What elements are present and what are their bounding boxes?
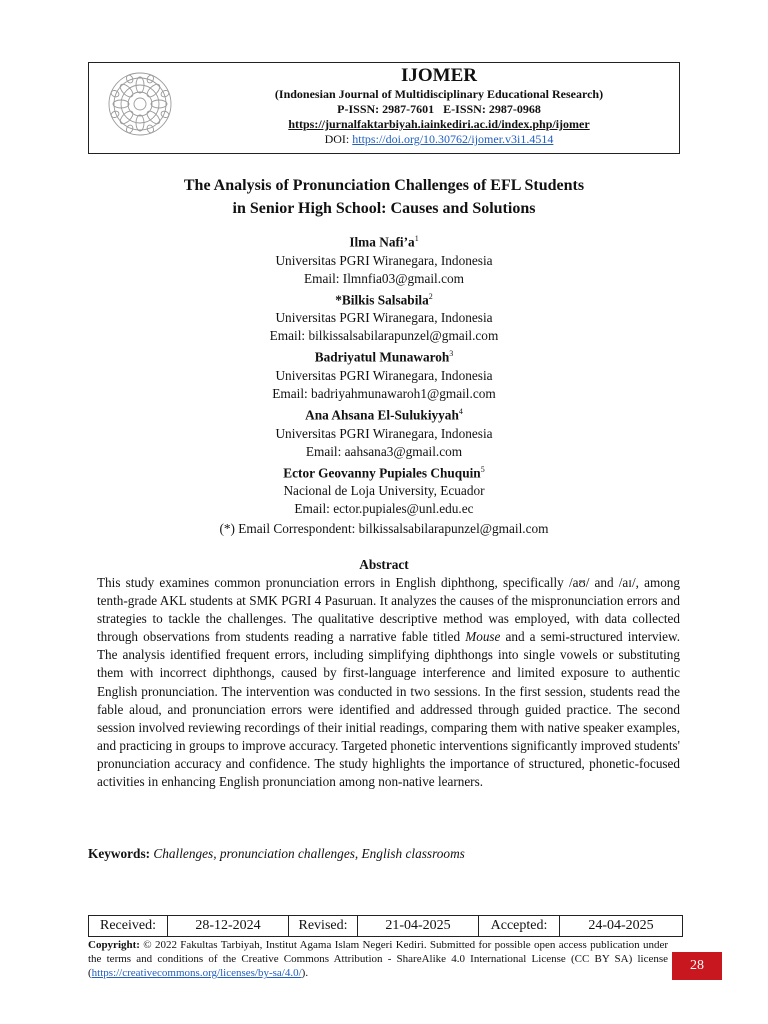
title-line-2: in Senior High School: Causes and Solutions: [232, 200, 536, 217]
author-block: [0, 461, 768, 519]
journal-full-name: (Indonesian Journal of Multidisciplinary Educational Research): [274, 87, 604, 101]
author-block: [0, 403, 768, 461]
author-email: Email: ector.pupiales@unl.edu.ec: [294, 501, 474, 517]
author-affiliation: Universitas PGRI Wiranegara, Indonesia: [275, 425, 493, 441]
doi-label: DOI:: [324, 132, 350, 146]
author-affiliation: Universitas PGRI Wiranegara, Indonesia: [275, 252, 493, 268]
author-email: Email: bilkissalsabilarapunzel@gmail.com: [269, 328, 499, 344]
journal-url-link[interactable]: https://jurnalfaktarbiyah.iainkediri.ac.id/index.php/ijomer: [288, 117, 590, 131]
received-label: Received:: [89, 916, 168, 937]
page-number-badge: 28: [672, 952, 722, 980]
paper-title: [0, 174, 768, 220]
keywords-label: Keywords:: [88, 846, 151, 861]
doi-link[interactable]: https://doi.org/10.30762/ijomer.v3i1.4514: [352, 132, 554, 146]
author-block: [0, 288, 768, 346]
author-name: Ector Geovanny Pupiales Chuquin$^5$: [283, 464, 485, 481]
revised-date: 21-04-2025: [358, 916, 479, 937]
author-email: Email: badriyahmunawaroh1@gmail.com: [272, 386, 496, 402]
author-affiliation: Universitas PGRI Wiranegara, Indonesia: [275, 310, 493, 326]
copyright-notice: Copyright: © 2022 Fakultas Tarbiyah, Institut Agama Islam Negeri Kediri. Submitted for possible open access publication under the terms and conditions of the Creative Commons Attribution - ShareAlike 4.0 International License (CC BY SA) license (https://creativecommons.org/licenses/by-sa/4.0/).: [88, 939, 668, 980]
title-line-1: The Analysis of Pronunciation Challenges of EFL Students: [183, 177, 585, 194]
author-block: [0, 345, 768, 403]
keywords: [88, 845, 680, 863]
email-correspondent: (*) Email Correspondent: bilkissalsabilarapunzel@gmail.com: [219, 521, 549, 536]
author-list: [0, 230, 768, 519]
accepted-label: Accepted:: [479, 916, 560, 937]
journal-seal-logo: [107, 71, 173, 137]
journal-header: [88, 62, 680, 154]
abstract-body: This study examines common pronunciation errors in English diphthong, specifically /aʊ/ and /aɪ/, among tenth-grade AKL students at SMK PGRI 4 Pasuruan. It analyzes the causes of the mispronunciation errors and strategies to tackle the challenges. The qualitative descriptive method was employed, with data collected through observations from students reading a narrative fable titled Mouse and a semi-structured interview. The analysis identified frequent errors, including simplifying diphthongs into single vowels or substituting them with incorrect diphthongs, caused by first-language interference and limited exposure to authentic English pronunciation. The intervention was conducted in two sessions. In the first session, students read the fable aloud, and pronunciation errors were identified and addressed through guided practice. The second session involved reviewing recordings of their initial readings, comparing them with native speaker examples, and practicing in groups to improve accuracy. Targeted phonetic interventions significantly improved students' pronunciation accuracy and confidence. The study highlights the importance of structured, phonetic-focused activities in enhancing English pronunciation among non-native learners.: [97, 575, 680, 790]
journal-doi: [199, 132, 679, 147]
author-name: *Bilkis Salsabila$^2$: [335, 291, 433, 308]
author-email: Email: aahsana3@gmail.com: [305, 443, 463, 459]
accepted-date: 24-04-2025: [560, 916, 683, 937]
submission-dates-table: [88, 915, 683, 937]
author-affiliation: Universitas PGRI Wiranegara, Indonesia: [275, 367, 493, 383]
journal-name: IJOMER: [401, 65, 477, 86]
author-affiliation: Nacional de Loja University, Ecuador: [283, 483, 485, 499]
author-name: Ilma $Nafi’a^1$: [349, 234, 419, 250]
journal-issn: P-ISSN: 2987-7601 E-ISSN: 2987-0968: [337, 102, 541, 116]
received-date: 28-12-2024: [168, 916, 289, 937]
author-name: Ana Ahsana El-Sulukiyyah$^4$: [305, 407, 463, 423]
abstract-heading: Abstract: [359, 557, 409, 572]
license-link[interactable]: https://creativecommons.org/licenses/by-sa/4.0/: [91, 967, 302, 980]
revised-label: Revised:: [289, 916, 358, 937]
author-name: Badriyatul Munawaroh$^3$: [314, 349, 454, 365]
author-block: [0, 230, 768, 288]
keywords-text: Challenges, pronunciation challenges, English classrooms: [153, 846, 465, 861]
author-email: Email: Ilmnfia03@gmail.com: [304, 270, 464, 286]
